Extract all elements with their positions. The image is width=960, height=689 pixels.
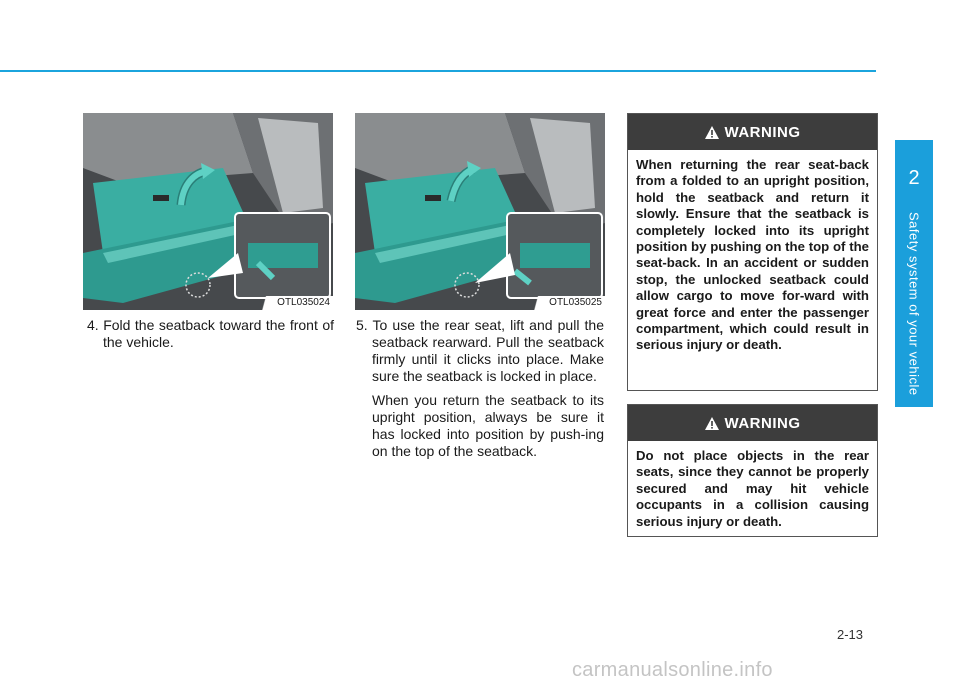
seat-fold-illustration [83, 113, 333, 310]
step-5 [356, 317, 604, 460]
step-note: When you return the seatback to its upright position, always be sure it has locked into position by push-ing on the top of the seatback. [372, 392, 604, 459]
watermark: carmanualsonline.info [572, 659, 773, 681]
warning-text: Do not place objects in the rear seats, since they cannot be properly secured and may hit vehicle occupants in a collision causing serious injury or death. [636, 448, 869, 529]
warning-triangle-icon [705, 417, 719, 430]
chapter-label: Safety system of your vehicle [906, 212, 922, 396]
step-number: 5. [356, 317, 368, 333]
chapter-tab [895, 140, 933, 407]
warning-text: When returning the rear seat-back from a folded to an upright position, hold the seatback and return it slowly. Ensure that the seatback is completely locked into its upright position by pushing on the top of the seat-back. In an accident or sudden stop, the unlocked seatback could allow cargo to move for-ward with great force and enter the passenger compartment, which could result in serious injury or death. [636, 157, 869, 353]
warning-title: WARNING [724, 414, 801, 432]
seat-return-illustration [355, 113, 605, 310]
step-text: Fold the seatback toward the front of the vehicle. [103, 317, 335, 350]
page-number: 2-13 [837, 627, 864, 642]
header-rule [0, 70, 876, 72]
figure-code: OTL035025 [523, 296, 605, 310]
seat-return-photo [355, 113, 605, 310]
step-4 [87, 317, 334, 351]
warning-triangle-icon [705, 126, 719, 139]
seat-fold-photo [83, 113, 333, 310]
warning-box [627, 113, 878, 391]
warning-title: WARNING [724, 123, 801, 141]
warning-box [627, 404, 878, 537]
step-number: 4. [87, 317, 99, 333]
warning-header [628, 405, 877, 441]
warning-header [628, 114, 877, 150]
figure-code: OTL035024 [251, 296, 333, 310]
chapter-number: 2 [908, 167, 920, 189]
step-text: To use the rear seat, lift and pull the seatback rearward. Pull the seatback firmly until it clicks into place. Make sure the seatback is locked in place. [372, 317, 604, 384]
